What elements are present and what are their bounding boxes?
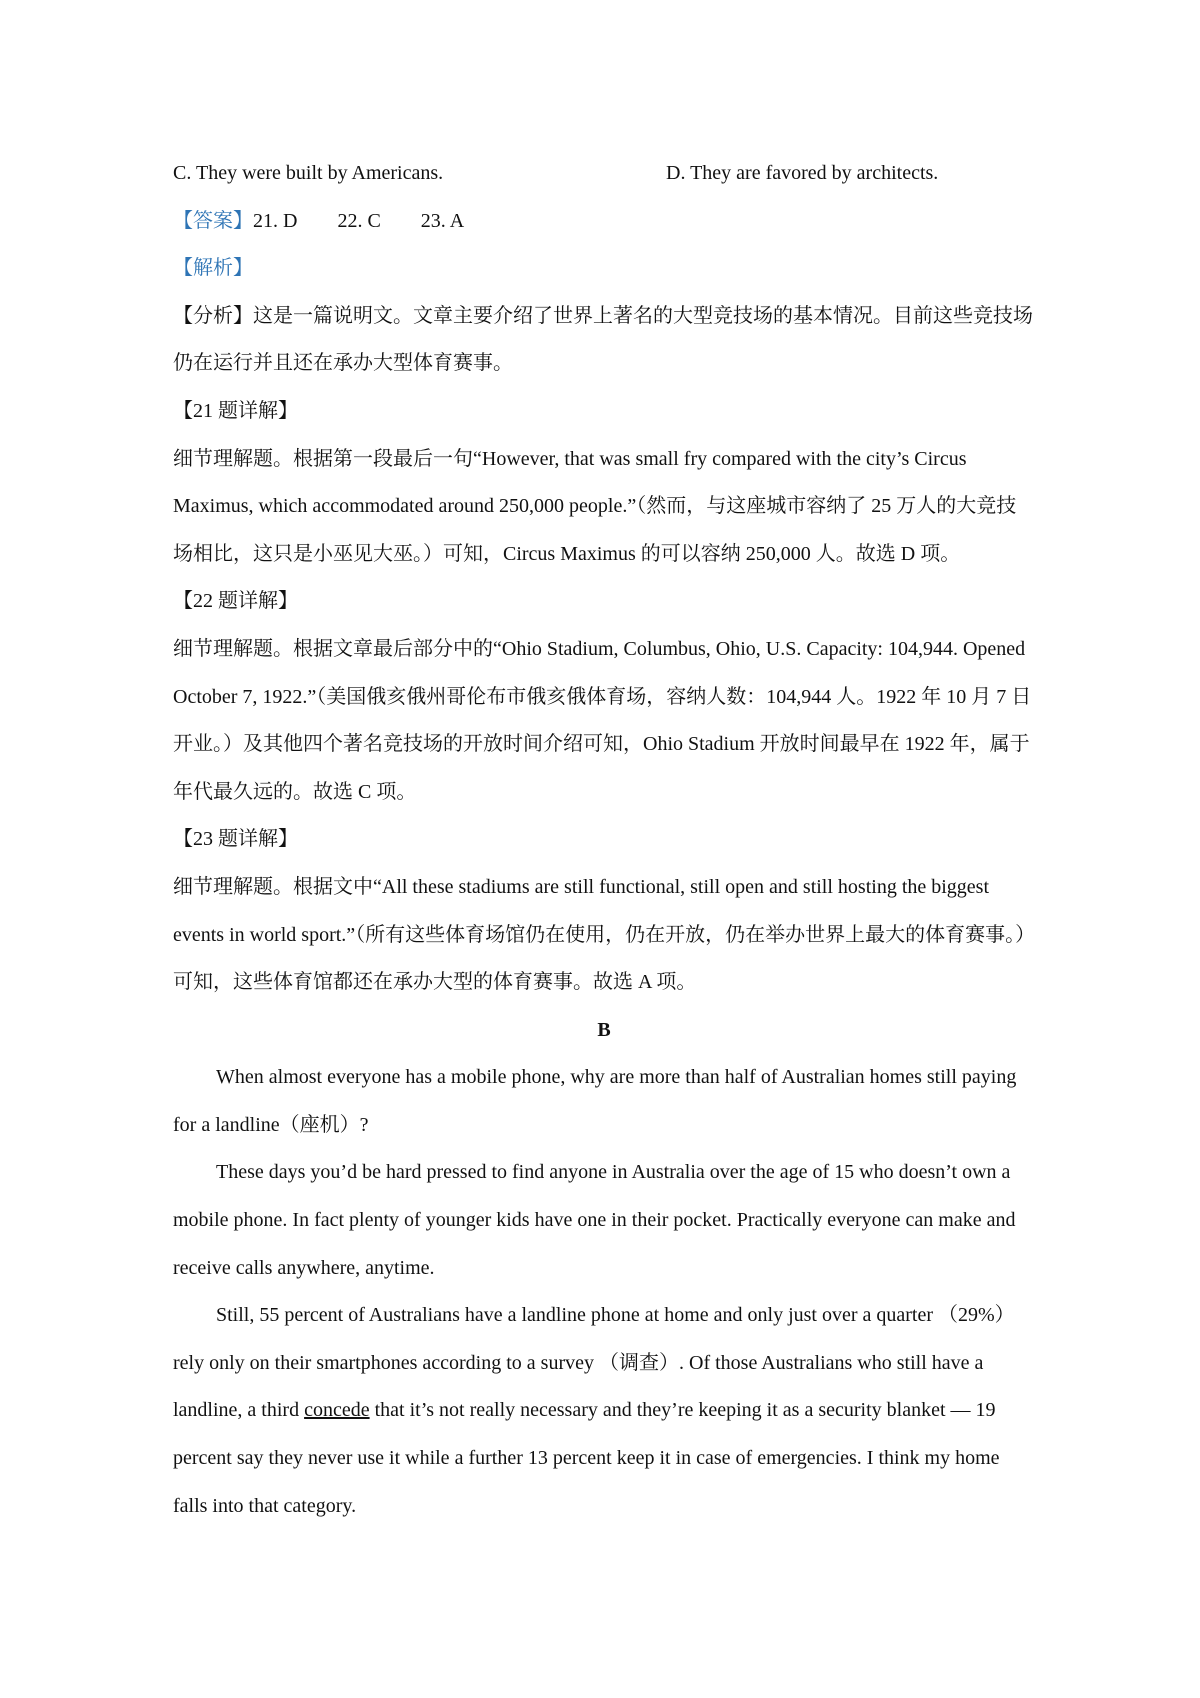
- summary-text: 这是一篇说明文。文章主要介绍了世界上著名的大型竞技场的基本情况。目前这些竞技场仍在运行并且还在承办大型体育赛事。: [173, 304, 1033, 375]
- answer-label: 【答案】: [173, 209, 253, 232]
- document-content: [173, 150, 1035, 1530]
- summary-paragraph: [173, 293, 1035, 388]
- option-c: C. They were built by Americans.: [173, 162, 444, 184]
- passage-p3-part-a: Still, 55 percent of Australians have a landline phone at home and only just over a quarter （29%） rely only on their smartphones according to a survey （调查）. Of those Australians who still have a landline, a third: [173, 1304, 1015, 1422]
- passage-paragraph-1: When almost everyone has a mobile phone, why are more than half of Australian homes still paying for a landline（座机）?: [173, 1066, 1017, 1136]
- answer-item-23: 23. A: [420, 209, 465, 232]
- summary-label: 【分析】: [173, 304, 253, 327]
- underlined-word-concede: concede: [304, 1399, 370, 1422]
- q21-explanation: 细节理解题。根据第一段最后一句“However, that was small fry compared with the city’s Circus Maximus, which accommodated around 250,000 people.”（然而，与这座城市容纳了 25 万人的大竞技场相比，这只是小巫见大巫。）可知，Circus Maximus 的可以容纳 250,000 人。故选 D 项。: [173, 447, 1017, 565]
- q22-title: 【22 题详解】: [173, 590, 298, 613]
- passage-p3-part-b: that it’s not really necessary and they’re keeping it as a security blanket — 19 percent say they never use it while a further 13 percent keep it in case of emergencies. I think my home falls into that category.: [173, 1399, 1000, 1517]
- section-b-heading: B: [597, 1018, 611, 1041]
- q23-explanation: 细节理解题。根据文中“All these stadiums are still functional, still open and still hosting the biggest events in world sport.”（所有这些体育场馆仍在使用，仍在开放，仍在举办世界上最大的体育赛事。）可知，这些体育馆都还在承办大型的体育赛事。故选 A 项。: [173, 875, 1026, 994]
- passage-paragraph-3: [173, 1292, 1035, 1530]
- analysis-label: 【解析】: [173, 257, 253, 280]
- answer-item-21: 21. D: [253, 209, 298, 232]
- answer-options-row: [173, 150, 1035, 198]
- answer-line: [173, 198, 1035, 246]
- q21-title: 【21 题详解】: [173, 399, 298, 422]
- q23-title: 【23 题详解】: [173, 828, 298, 851]
- answer-item-22: 22. C: [337, 209, 381, 232]
- q22-explanation: 细节理解题。根据文章最后部分中的“Ohio Stadium, Columbus, Ohio, U.S. Capacity: 104,944. Opened October 7, 1922.”（美国俄亥俄州哥伦布市俄亥俄体育场，容纳人数：104,944 人。1922 年 10 月 7 日开业。）及其他四个著名竞技场的开放时间介绍可知，Ohio Stadium 开放时间最早在 1922 年，属于年代最久远的。故选 C 项。: [173, 637, 1032, 803]
- option-d: D. They are favored by architects.: [666, 162, 939, 184]
- passage-paragraph-2: These days you’d be hard pressed to find anyone in Australia over the age of 15 who doesn’t own a mobile phone. In fact plenty of younger kids have one in their pocket. Practically everyone can make and receive calls anywhere, anytime.: [173, 1161, 1016, 1279]
